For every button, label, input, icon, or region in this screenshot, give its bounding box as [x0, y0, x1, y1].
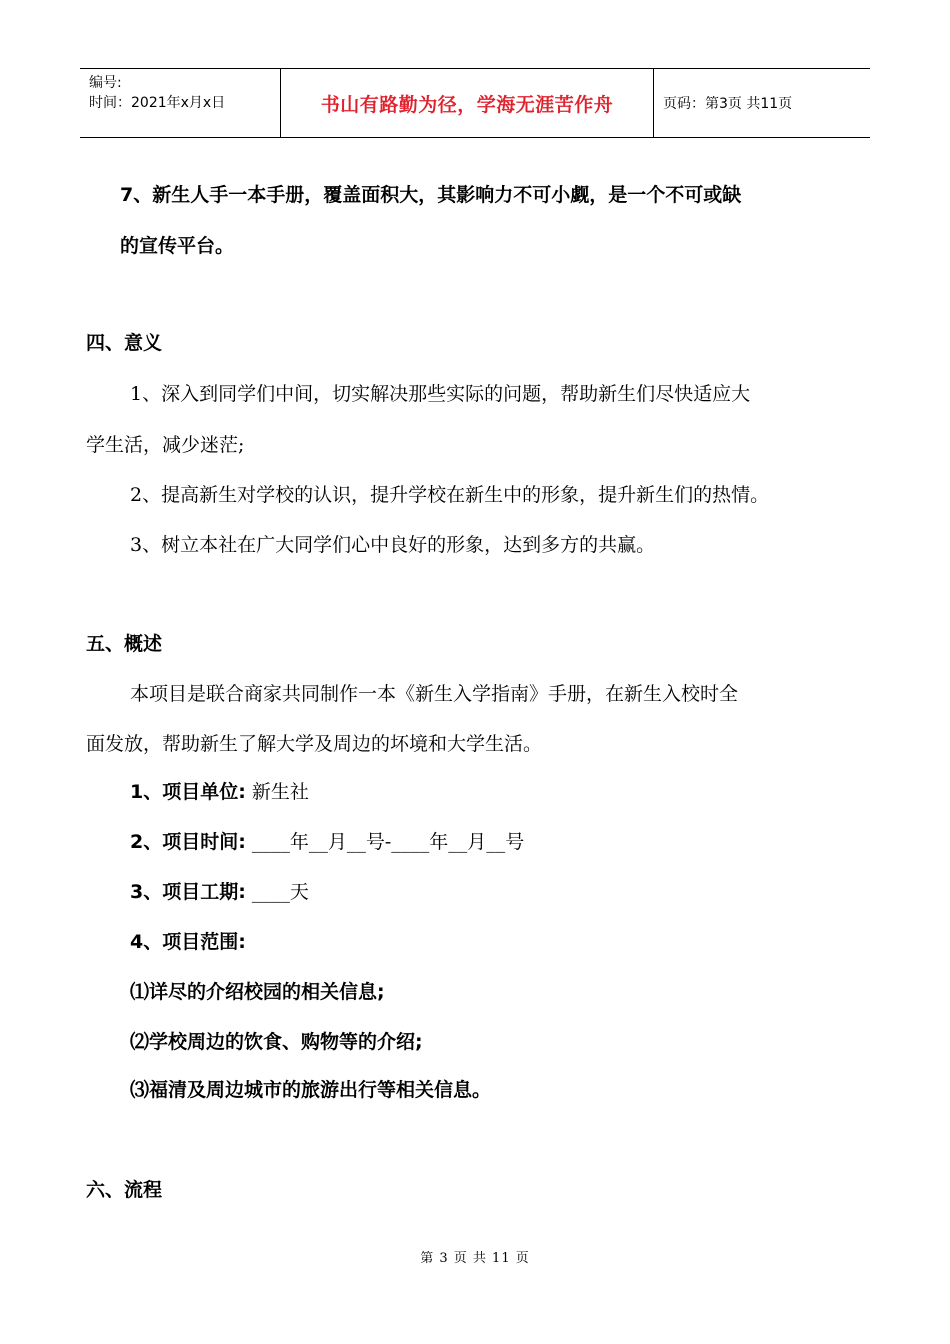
- scope-item-2: ⑵学校周边的饮食、购物等的介绍;: [130, 1031, 423, 1053]
- s4-p1-line2: 学生活，减少迷茫;: [86, 434, 245, 456]
- field-project-time-value: ____年__月__号-____年__月__号: [245, 831, 525, 853]
- s4-p3: 3、树立本社在广大同学们心中良好的形象，达到多方的共赢。: [130, 534, 656, 556]
- field-project-duration-value: ____天: [245, 881, 309, 903]
- section4-heading: 四、意义: [86, 332, 163, 354]
- field-project-scope-label: 4、项目范围:: [130, 931, 246, 953]
- document-header: [80, 68, 870, 138]
- header-page-info: 页码：第3页 共11页: [663, 96, 793, 112]
- item7-line2: 的宣传平台。: [120, 235, 235, 257]
- section5-heading: 五、概述: [86, 633, 163, 655]
- item7-line1: 7、新生人手一本手册，覆盖面积大，其影响力不可小觑，是一个不可或缺: [120, 184, 742, 206]
- scope-item-1: ⑴详尽的介绍校园的相关信息;: [130, 981, 385, 1003]
- field-project-time: [130, 830, 524, 854]
- field-project-duration-label: 3、项目工期:: [130, 881, 246, 903]
- header-date: 时间：2021年x月x日: [89, 95, 226, 111]
- field-project-unit-value: 新生社: [245, 781, 309, 803]
- s4-p2: 2、提高新生对学校的认识，提升学校在新生中的形象，提升新生们的热情。: [130, 484, 770, 506]
- scope-item-3: ⑶福清及周边城市的旅游出行等相关信息。: [130, 1079, 492, 1101]
- field-project-time-label: 2、项目时间:: [130, 831, 246, 853]
- page-footer: 第 3 页 共 11 页: [420, 1251, 530, 1266]
- field-project-unit: [130, 780, 309, 804]
- header-meta: [80, 69, 280, 137]
- s4-p1-line1: 1、深入到同学们中间，切实解决那些实际的问题，帮助新生们尽快适应大: [130, 383, 751, 405]
- header-motto: 书山有路勤为径，学海无涯苦作舟: [280, 69, 654, 137]
- s5-intro-line1: 本项目是联合商家共同制作一本《新生入学指南》手册，在新生入校时全: [130, 683, 739, 705]
- field-project-duration: [130, 880, 309, 904]
- s5-intro-line2: 面发放，帮助新生了解大学及周边的坏境和大学生活。: [86, 733, 543, 755]
- section6-heading: 六、流程: [86, 1179, 163, 1201]
- field-project-unit-label: 1、项目单位:: [130, 781, 246, 803]
- header-number-label: 编号:: [89, 75, 122, 91]
